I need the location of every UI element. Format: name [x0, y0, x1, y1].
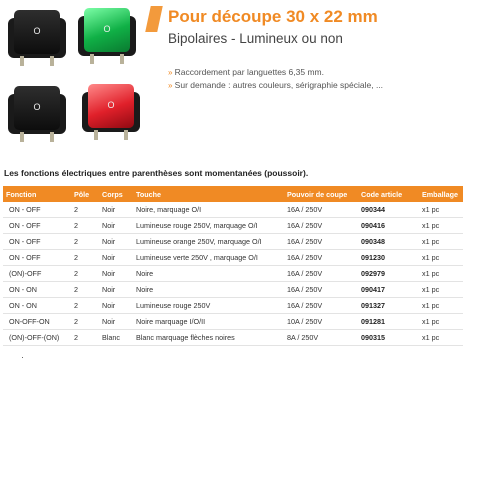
column-header-pole: Pôle: [71, 186, 99, 202]
cell-touche: Lumineuse orange 250V, marquage O/I: [133, 234, 284, 250]
feature-item: » Sur demande : autres couleurs, sérigraphie spéciale, ...: [168, 79, 383, 92]
cell-pole: 2: [71, 266, 99, 282]
column-header-code: Code article: [358, 186, 419, 202]
table-row: [3, 218, 463, 234]
cell-corps: Noir: [99, 266, 133, 282]
table-row: [3, 282, 463, 298]
cell-touche: Lumineuse verte 250V , marquage O/I: [133, 250, 284, 266]
cell-emballage: x1 pc: [419, 330, 463, 346]
cell-corps: Noir: [99, 298, 133, 314]
cell-code: 091281: [358, 314, 419, 330]
cell-emballage: x1 pc: [419, 202, 463, 218]
cell-touche: Blanc marquage flèches noires: [133, 330, 284, 346]
black-rocker-switch-icon: O: [8, 86, 66, 142]
product-table: [3, 186, 463, 346]
cell-corps: Noir: [99, 250, 133, 266]
column-header-emballage: Emballage: [419, 186, 463, 202]
cell-emballage: x1 pc: [419, 250, 463, 266]
cell-touche: Noire, marquage O/I: [133, 202, 284, 218]
cell-fonction: ON - OFF: [3, 202, 71, 218]
green-illuminated-rocker-switch-icon: O: [78, 8, 136, 64]
table-row: [3, 250, 463, 266]
black-rocker-switch-icon: O: [8, 10, 66, 66]
cell-pouvoir: 16A / 250V: [284, 298, 358, 314]
cell-pouvoir: 16A / 250V: [284, 202, 358, 218]
cell-touche: Lumineuse rouge 250V, marquage O/I: [133, 218, 284, 234]
cell-code: 092979: [358, 266, 419, 282]
feature-list: [168, 66, 383, 92]
cell-touche: Noire marquage I/O/II: [133, 314, 284, 330]
cell-code: 090416: [358, 218, 419, 234]
product-photos: [0, 0, 150, 160]
cell-pouvoir: 16A / 250V: [284, 234, 358, 250]
cell-touche: Noire: [133, 266, 284, 282]
cell-touche: Noire: [133, 282, 284, 298]
cell-pouvoir: 8A / 250V: [284, 330, 358, 346]
cell-emballage: x1 pc: [419, 234, 463, 250]
cell-fonction: (ON)-OFF-(ON): [3, 330, 71, 346]
cell-code: 091230: [358, 250, 419, 266]
cell-fonction: ON - OFF: [3, 218, 71, 234]
cell-code: 090348: [358, 234, 419, 250]
table-row: [3, 330, 463, 346]
cell-code: 090344: [358, 202, 419, 218]
cell-pole: 2: [71, 330, 99, 346]
table-row: [3, 202, 463, 218]
cell-pouvoir: 16A / 250V: [284, 218, 358, 234]
cell-pouvoir: 16A / 250V: [284, 266, 358, 282]
cell-corps: Blanc: [99, 330, 133, 346]
table-header-row: [3, 186, 463, 202]
cell-fonction: (ON)-OFF: [3, 266, 71, 282]
cell-corps: Noir: [99, 234, 133, 250]
cell-fonction: ON - ON: [3, 298, 71, 314]
cell-pole: 2: [71, 282, 99, 298]
cell-pole: 2: [71, 218, 99, 234]
page-subtitle: Bipolaires - Lumineux ou non: [168, 31, 343, 46]
cell-fonction: ON - ON: [3, 282, 71, 298]
momentary-note: Les fonctions électriques entre parenthèses sont momentanées (poussoir).: [4, 168, 309, 178]
column-header-touche: Touche: [133, 186, 284, 202]
cell-corps: Noir: [99, 282, 133, 298]
cell-emballage: x1 pc: [419, 314, 463, 330]
table-row: [3, 314, 463, 330]
cell-code: 090417: [358, 282, 419, 298]
cell-emballage: x1 pc: [419, 282, 463, 298]
column-header-pouvoir: Pouvoir de coupe: [284, 186, 358, 202]
cell-pouvoir: 16A / 250V: [284, 250, 358, 266]
table-row: [3, 298, 463, 314]
red-illuminated-rocker-switch-icon: O: [82, 84, 140, 140]
cell-corps: Noir: [99, 202, 133, 218]
table-row: [3, 234, 463, 250]
column-header-fonction: Fonction: [3, 186, 71, 202]
page-title: Pour découpe 30 x 22 mm: [168, 7, 378, 26]
feature-item: » Raccordement par languettes 6,35 mm.: [168, 66, 383, 79]
cell-pouvoir: 10A / 250V: [284, 314, 358, 330]
cell-corps: Noir: [99, 314, 133, 330]
column-header-corps: Corps: [99, 186, 133, 202]
cell-fonction: ON-OFF-ON: [3, 314, 71, 330]
cell-pouvoir: 16A / 250V: [284, 282, 358, 298]
cell-fonction: ON - OFF: [3, 250, 71, 266]
cell-touche: Lumineuse rouge 250V: [133, 298, 284, 314]
cell-emballage: x1 pc: [419, 266, 463, 282]
cell-code: 091327: [358, 298, 419, 314]
cell-emballage: x1 pc: [419, 218, 463, 234]
stray-dot: [22, 357, 23, 358]
cell-pole: 2: [71, 314, 99, 330]
cell-pole: 2: [71, 234, 99, 250]
cell-fonction: ON - OFF: [3, 234, 71, 250]
cell-emballage: x1 pc: [419, 298, 463, 314]
cell-pole: 2: [71, 202, 99, 218]
cell-pole: 2: [71, 298, 99, 314]
table-row: [3, 266, 463, 282]
cell-code: 090315: [358, 330, 419, 346]
cell-pole: 2: [71, 250, 99, 266]
cell-corps: Noir: [99, 218, 133, 234]
